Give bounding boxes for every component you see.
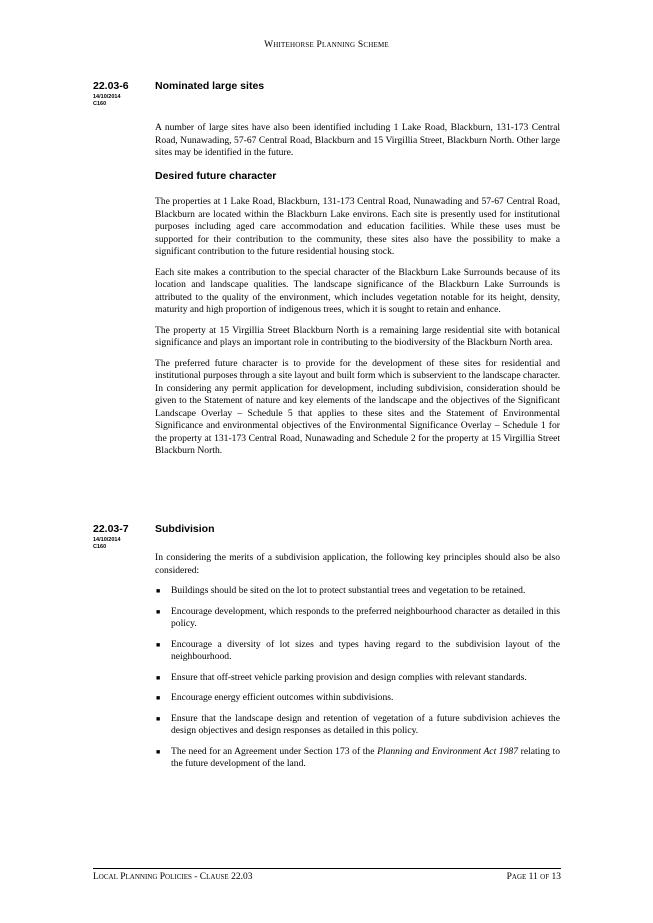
list-item: ■ Encourage energy efficient outcomes within subdivisions. — [156, 692, 394, 703]
bullet-icon: ■ — [156, 607, 161, 616]
paragraph: The properties at 1 Lake Road, Blackburn, 131-173 Central Road, Nunawading and 57-67 Central Road, Blackburn are located within the Blackburn Lake environs. Each site is presently used for institutional purposes including aged care accommodation and education facilities. While these uses must be supported for their contribution to the community, these sites also have the possibility to make a significant contribution to the future residential housing stock. — [155, 196, 560, 257]
bullet-icon: ■ — [156, 640, 161, 649]
list-item: ■ Ensure that off-street vehicle parking provision and design complies with relevant standards. — [156, 671, 527, 683]
clause-margin-2 — [93, 523, 153, 551]
paragraph: The preferred future character is to provide for the development of these sites for residential and institutional purposes through a site layout and built form which is subservient to the landscape character. In considering any permit application for development, including subdivision, consideration should be given to the Statement of nature and key elements of the landscape and the objectives of the Significant Landscape Overlay – Schedule 5 that applies to these sites and the Statement of Environmental Significance and environmental objectives of the Environmental Significance Overlay – Schedule 1 for the property at 131-173 Central Road, Nunawading and Schedule 2 for the property at 15 Virgillia Street Blackburn North. — [155, 357, 560, 456]
page-header: Whitehorse Planning Scheme — [264, 40, 389, 50]
subheading: Desired future character — [155, 169, 277, 182]
section-body-1 — [155, 122, 560, 466]
footer-divider — [93, 868, 561, 869]
paragraph: The property at 15 Virgillia Street Blackburn North is a remaining large residential site with botanical significance and plays an important role in contributing to the biodiversity of the Blackburn North area. — [155, 324, 560, 348]
bullet-icon: ■ — [156, 673, 161, 682]
intro-paragraph: In considering the merits of a subdivision application, the following key principles should also be also considered: — [155, 552, 560, 576]
intro-paragraph: A number of large sites have also been identified including 1 Lake Road, Blackburn, 131-173 Central Road, Nunawading, 57-67 Central Road, Blackburn and 15 Virgillia Street, Blackburn North. Other large sites may be identified in the future. — [155, 122, 560, 158]
clause-date: 14/10/2014 — [93, 94, 121, 100]
section-body-2 — [155, 552, 560, 779]
footer-clause: Local Planning Policies - Clause 22.03 — [93, 872, 253, 882]
clause-number: 22.03-7 — [93, 523, 129, 535]
bullet-icon: ■ — [156, 587, 161, 595]
bullet-icon: ■ — [156, 747, 161, 756]
act-title: Planning and Environment Act 1987 — [377, 745, 519, 757]
section-title: Subdivision — [155, 523, 215, 535]
principles-list — [155, 585, 560, 771]
clause-margin-1 — [93, 80, 153, 108]
list-item: ■ Buildings should be sited on the lot to protect substantial trees and vegetation to be retained. — [156, 585, 526, 596]
paragraph: Each site makes a contribution to the special character of the Blackburn Lake Surrounds because of its location and landscape qualities. The landscape significance of the Blackburn Lake Surrounds is attributed to the quality of the environment, which includes vegetation notable for its height, density, maturity and high proportion of indigenous trees, which it is sought to retain and enhance. — [155, 266, 560, 315]
bullet-icon: ■ — [156, 694, 161, 702]
clause-amendment: C160 — [93, 101, 107, 107]
clause-amendment: C160 — [93, 544, 107, 550]
list-item: ■ Encourage development, which responds to the preferred neighbourhood character as detailed in this policy. — [156, 605, 560, 629]
list-item: ■ Encourage a diversity of lot sizes and types having regard to the subdivision layout of the neighbourhood. — [156, 638, 560, 662]
list-item: ■ The need for an Agreement under Section 173 of the Planning and Environment Act 1987 relating to the future development of the land. — [156, 745, 560, 769]
clause-number: 22.03-6 — [93, 80, 129, 92]
bullet-icon: ■ — [156, 714, 161, 723]
list-item: ■ Ensure that the landscape design and retention of vegetation of a future subdivision achieves the design objectives and design responses as detailed in this policy. — [156, 712, 560, 736]
section-title: Nominated large sites — [155, 80, 265, 92]
page-number: Page 11 of 13 — [506, 872, 561, 882]
clause-date: 14/10/2014 — [93, 537, 121, 543]
